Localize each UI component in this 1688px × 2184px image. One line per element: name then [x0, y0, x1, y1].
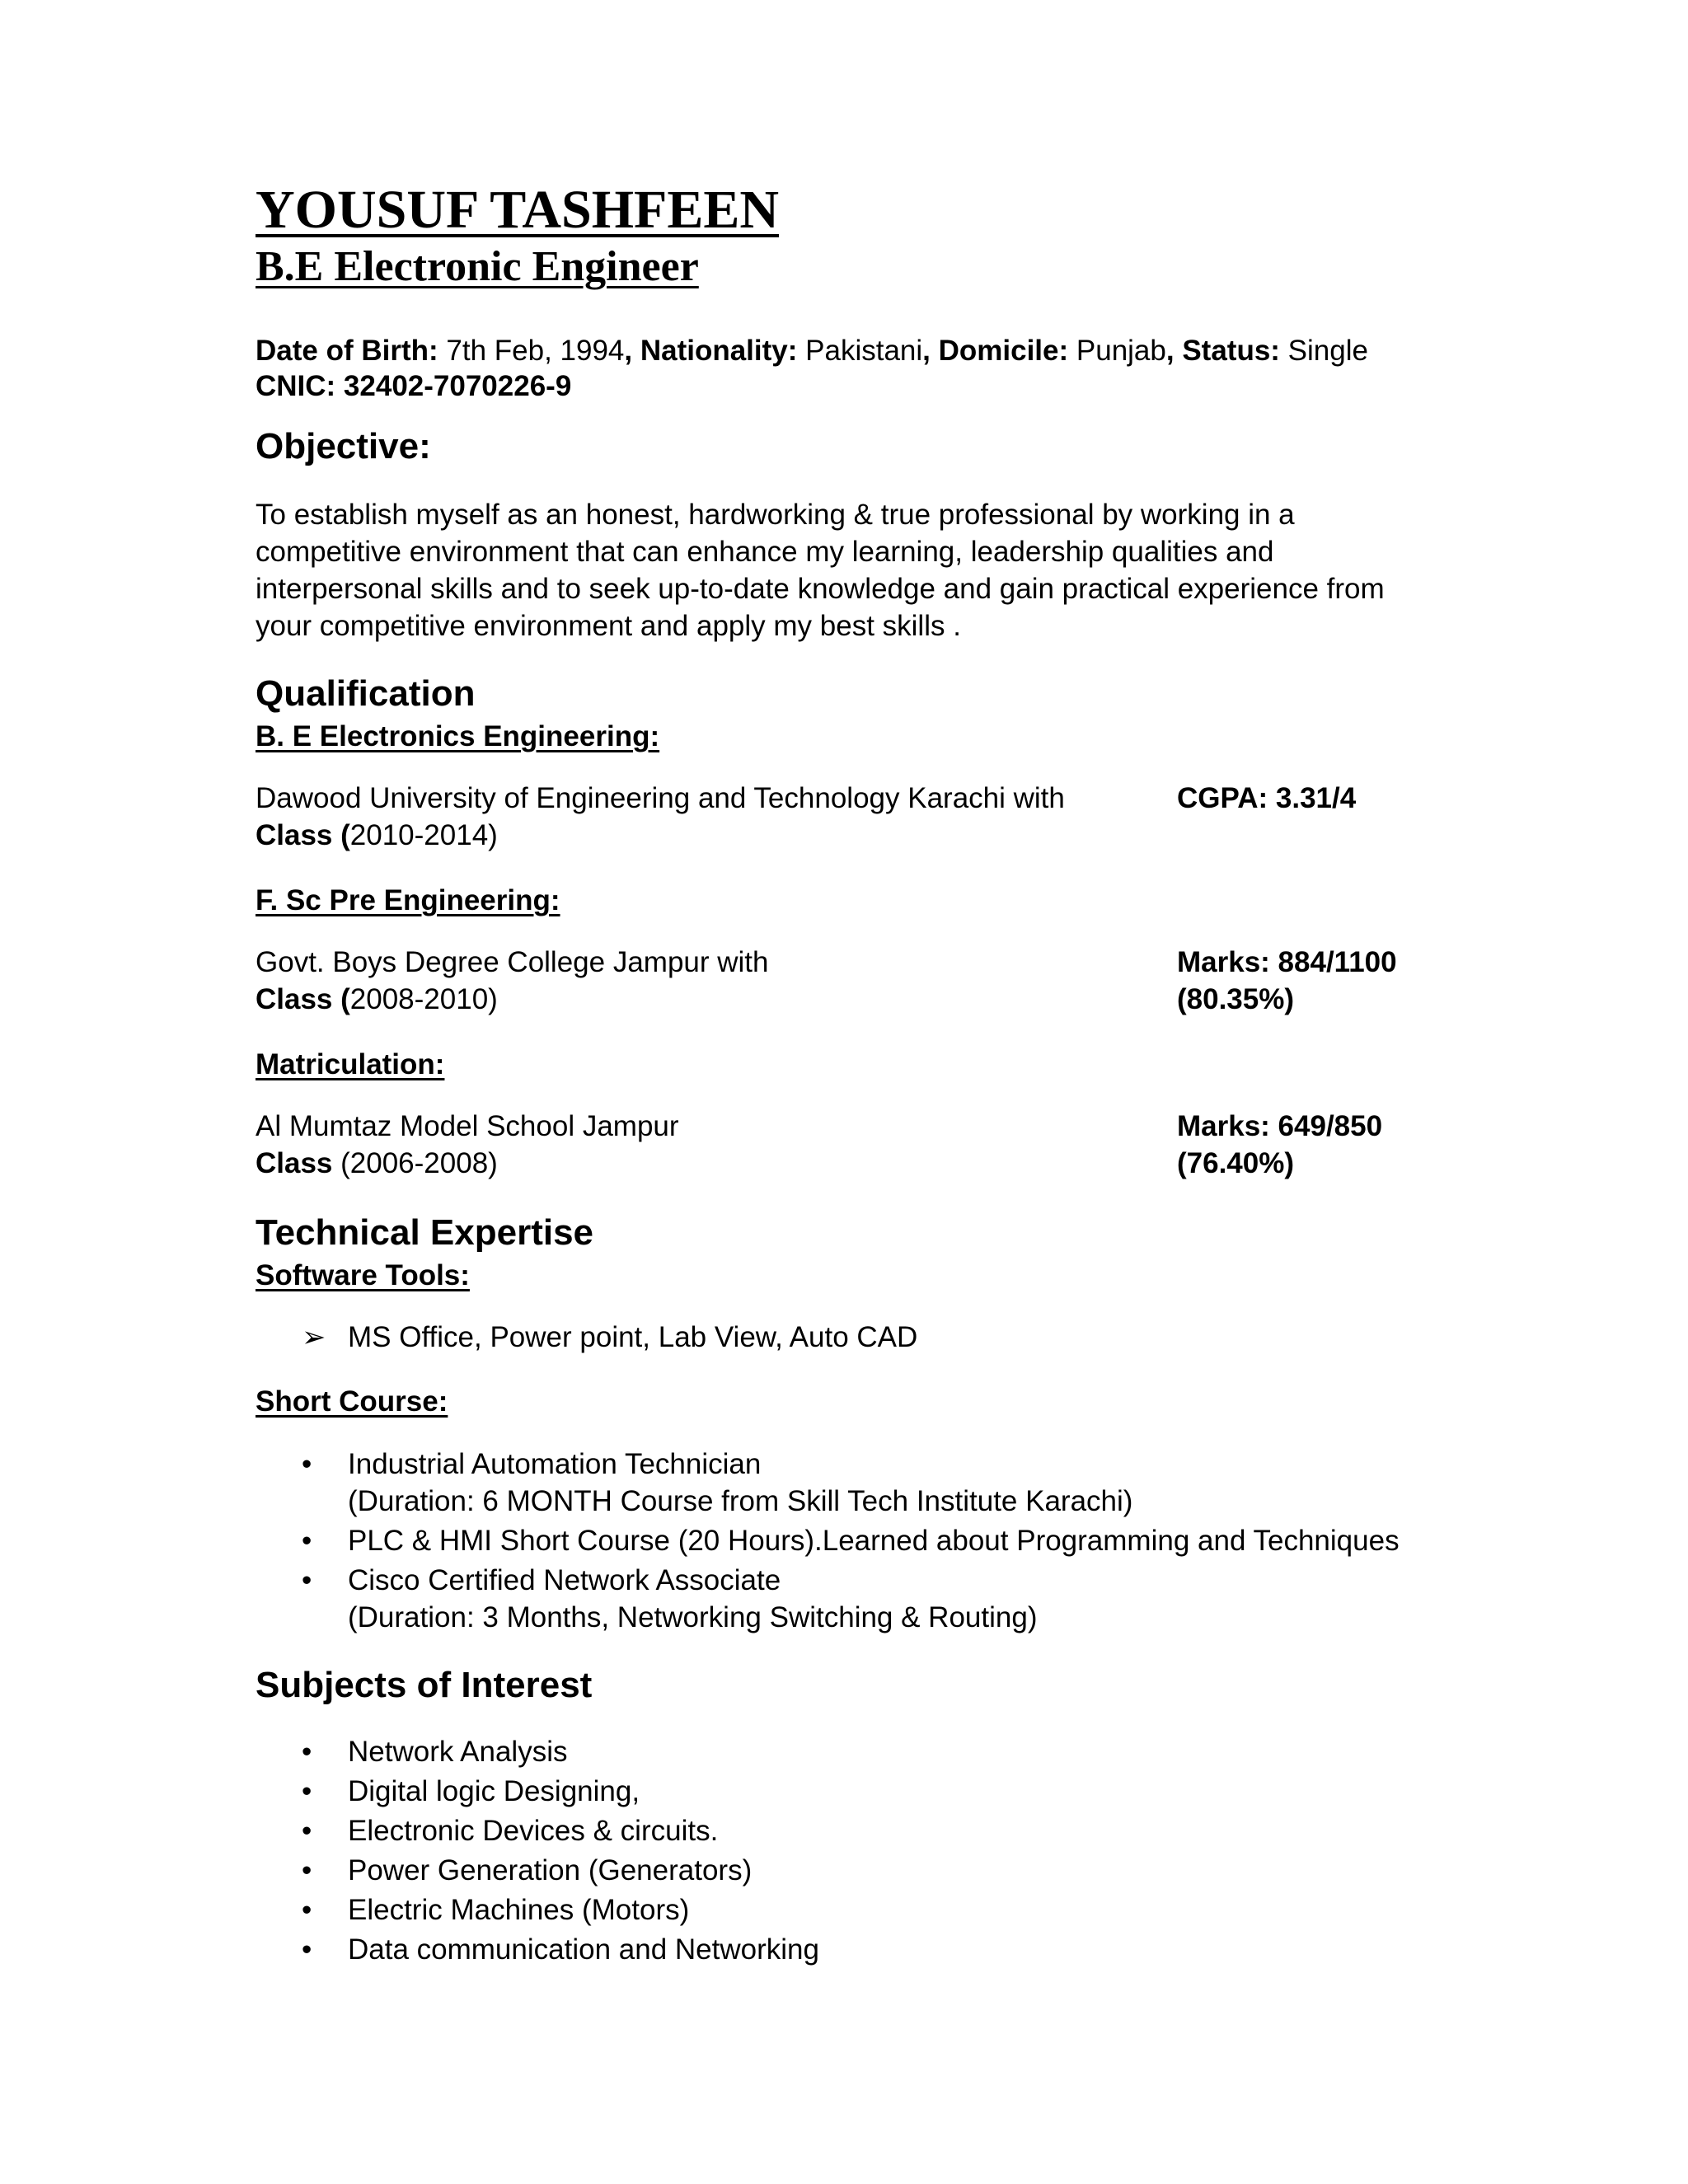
objective-heading: Objective:	[256, 426, 431, 466]
dob-label: Date of Birth:	[256, 335, 438, 367]
qualification-class	[256, 982, 498, 1017]
course-item: PLC & HMI Short Course (20 Hours).Learned about Programming and Techniques	[348, 1525, 1400, 1557]
short-course-heading: Short Course:	[256, 1385, 448, 1418]
arrow-bullet-icon: ➢	[302, 1321, 326, 1353]
class-label: Class (	[256, 819, 350, 851]
nationality-label: , Nationality:	[624, 335, 798, 367]
objective-text	[256, 496, 1451, 644]
interest-item: Data communication and Networking	[348, 1933, 819, 1966]
interest-item: Electric Machines (Motors)	[348, 1894, 690, 1926]
bullet-icon: •	[302, 1933, 312, 1966]
bullet-icon: •	[302, 1448, 312, 1480]
qualification-institution: Govt. Boys Degree College Jampur with	[256, 946, 769, 978]
bullet-icon: •	[302, 1775, 312, 1807]
objective-line: To establish myself as an honest, hardworking & true professional by working in a	[256, 499, 1295, 531]
interests-heading: Subjects of Interest	[256, 1665, 593, 1705]
interest-item: Digital logic Designing,	[348, 1775, 640, 1807]
bullet-icon: •	[302, 1894, 312, 1926]
class-label: Class	[256, 1147, 333, 1179]
qualification-class	[256, 818, 498, 853]
software-item: MS Office, Power point, Lab View, Auto CAD	[348, 1321, 918, 1353]
qualification-score: Marks: 649/850	[1177, 1110, 1383, 1142]
qualification-score: Marks: 884/1100	[1177, 946, 1397, 978]
class-years: 2008-2010)	[349, 983, 498, 1015]
course-item: Cisco Certified Network Associate	[348, 1564, 781, 1596]
dob-value: 7th Feb, 1994	[438, 335, 625, 367]
bullet-icon: •	[302, 1854, 312, 1886]
bullet-icon: •	[302, 1525, 312, 1557]
interest-item: Power Generation (Generators)	[348, 1854, 753, 1886]
qualification-institution: Al Mumtaz Model School Jampur	[256, 1110, 679, 1142]
technical-heading: Technical Expertise	[256, 1212, 594, 1253]
nationality-value: Pakistani	[797, 335, 923, 367]
personal-info-line	[256, 334, 1368, 368]
qualification-title: Matriculation:	[256, 1048, 445, 1080]
qualification-title: F. Sc Pre Engineering:	[256, 884, 560, 916]
qualification-institution: Dawood University of Engineering and Technology Karachi with	[256, 782, 1065, 814]
course-detail: (Duration: 3 Months, Networking Switching & Routing)	[348, 1601, 1038, 1633]
bullet-icon: •	[302, 1736, 312, 1768]
interest-item: Electronic Devices & circuits.	[348, 1815, 719, 1847]
status-label: , Status:	[1165, 335, 1280, 367]
qualification-class	[256, 1146, 498, 1181]
candidate-title: B.E Electronic Engineer	[256, 243, 699, 290]
bullet-icon: •	[302, 1564, 312, 1596]
status-value: Single	[1279, 335, 1368, 367]
qualification-percentage: (80.35%)	[1177, 983, 1295, 1015]
class-years: 2010-2014)	[349, 819, 498, 851]
qualification-percentage: (76.40%)	[1177, 1147, 1295, 1179]
domicile-value: Punjab	[1068, 335, 1166, 367]
qualification-heading: Qualification	[256, 673, 476, 714]
objective-line: competitive environment that can enhance my learning, leadership qualities and	[256, 536, 1274, 568]
course-item: Industrial Automation Technician	[348, 1448, 762, 1480]
objective-line: interpersonal skills and to seek up-to-date knowledge and gain practical experience from	[256, 573, 1385, 605]
domicile-label: , Domicile:	[922, 335, 1069, 367]
class-label: Class (	[256, 983, 350, 1015]
objective-line: your competitive environment and apply my best skills .	[256, 610, 961, 642]
interest-item: Network Analysis	[348, 1736, 568, 1768]
candidate-name: YOUSUF TASHFEEN	[256, 180, 780, 240]
software-tools-heading: Software Tools:	[256, 1259, 470, 1291]
bullet-icon: •	[302, 1815, 312, 1847]
class-years: (2006-2008)	[332, 1147, 498, 1179]
qualification-title: B. E Electronics Engineering:	[256, 720, 660, 752]
qualification-score: CGPA: 3.31/4	[1177, 782, 1357, 814]
course-detail: (Duration: 6 MONTH Course from Skill Tech Institute Karachi)	[348, 1485, 1133, 1517]
cnic-line: CNIC: 32402-7070226-9	[256, 370, 572, 402]
